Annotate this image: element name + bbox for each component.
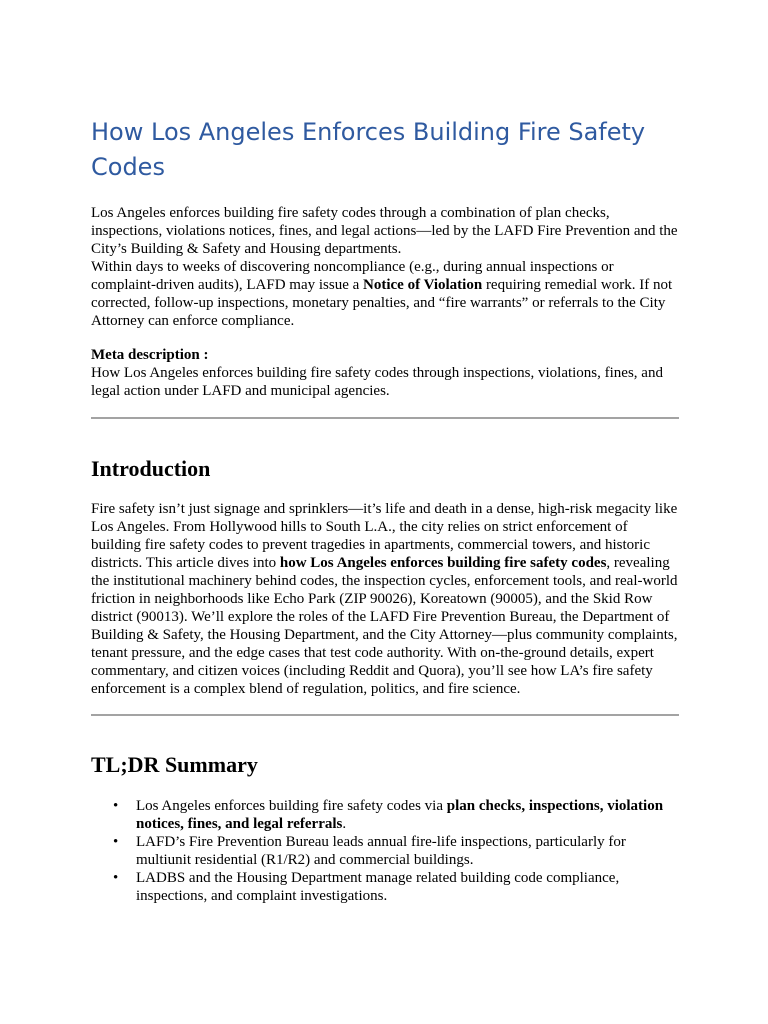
list-item-text: Los Angeles enforces building fire safety codes via bbox=[136, 798, 447, 814]
introduction-heading: Introduction bbox=[91, 456, 211, 481]
horizontal-divider bbox=[91, 714, 679, 716]
list-item-text: LADBS and the Housing Department manage related building code compliance, inspections, and complaint investigations. bbox=[136, 870, 620, 904]
list-item bbox=[91, 869, 679, 905]
intro-bold-phrase: how Los Angeles enforces building fire safety codes bbox=[279, 555, 607, 571]
meta-description-text: How Los Angeles enforces building fire safety codes through inspections, violations, fines, and legal action under LAFD and municipal agencies. bbox=[91, 365, 663, 399]
introduction-paragraph bbox=[91, 500, 679, 698]
page-title: How Los Angeles Enforces Building Fire Safety Codes bbox=[91, 118, 646, 181]
lead-p2-text-end: requiring remedial work. If not corrected, follow-up inspections, monetary penalties, and “fire warrants” or referrals to the City Attorney can enforce compliance. bbox=[91, 277, 673, 329]
lead-paragraph-1: Los Angeles enforces building fire safety codes through a combination of plan checks, inspections, violations notices, fines, and legal actions—led by the LAFD Fire Prevention and the City’s Building & Safety and Housing departments. bbox=[91, 205, 678, 257]
bullet-icon: • bbox=[113, 834, 119, 850]
bullet-icon: • bbox=[113, 870, 119, 886]
tldr-list bbox=[91, 797, 679, 905]
lead-paragraph-2 bbox=[91, 258, 679, 330]
meta-label-bold: Meta description : bbox=[91, 347, 209, 363]
meta-description bbox=[91, 346, 679, 400]
tldr-heading: TL;DR Summary bbox=[91, 752, 258, 777]
bullet-icon: • bbox=[113, 798, 119, 814]
horizontal-divider bbox=[91, 417, 679, 419]
intro-text-end: , revealing the institutional machinery behind codes, the inspection cycles, enforcement tools, and real-world friction in neighborhoods like Echo Park (ZIP 90026), Koreatown (90005), and the Skid Row district (90013). We’ll explore the roles of the LAFD Fire Prevention Bureau, the Department of Building & Safety, the Housing Department, and the City Attorney—plus community complaints, tenant pressure, and the edge cases that test code authority. With on-the-ground details, expert commentary, and citizen voices (including Reddit and Quora), you’ll see how LA’s fire safety enforcement is a complex blend of regulation, politics, and fire science. bbox=[91, 555, 678, 697]
list-item bbox=[91, 797, 679, 833]
list-item bbox=[91, 833, 679, 869]
meta-description-label bbox=[91, 346, 679, 364]
intro-text-start: Fire safety isn’t just signage and sprinklers—it’s life and death in a dense, high-risk megacity like Los Angeles. From Hollywood hills to South L.A., the city relies on strict enforcement of building fire safety codes to prevent tragedies in apartments, commercial towers, and historic districts. This article dives into bbox=[91, 501, 678, 571]
lead-p2-text-start: Within days to weeks of discovering noncompliance (e.g., during annual inspections or complaint-driven audits), LAFD may issue a bbox=[91, 259, 614, 293]
lead-p2-bold-term: Notice of Violation bbox=[363, 277, 483, 293]
lead-section bbox=[91, 204, 679, 330]
list-item-bold: plan checks, inspections, violation notices, fines, and legal referrals bbox=[136, 798, 664, 832]
list-item-text-end: . bbox=[342, 816, 347, 832]
list-item-text: LAFD’s Fire Prevention Bureau leads annual fire-life inspections, particularly for multiunit residential (R1/R2) and commercial buildings. bbox=[136, 834, 626, 868]
